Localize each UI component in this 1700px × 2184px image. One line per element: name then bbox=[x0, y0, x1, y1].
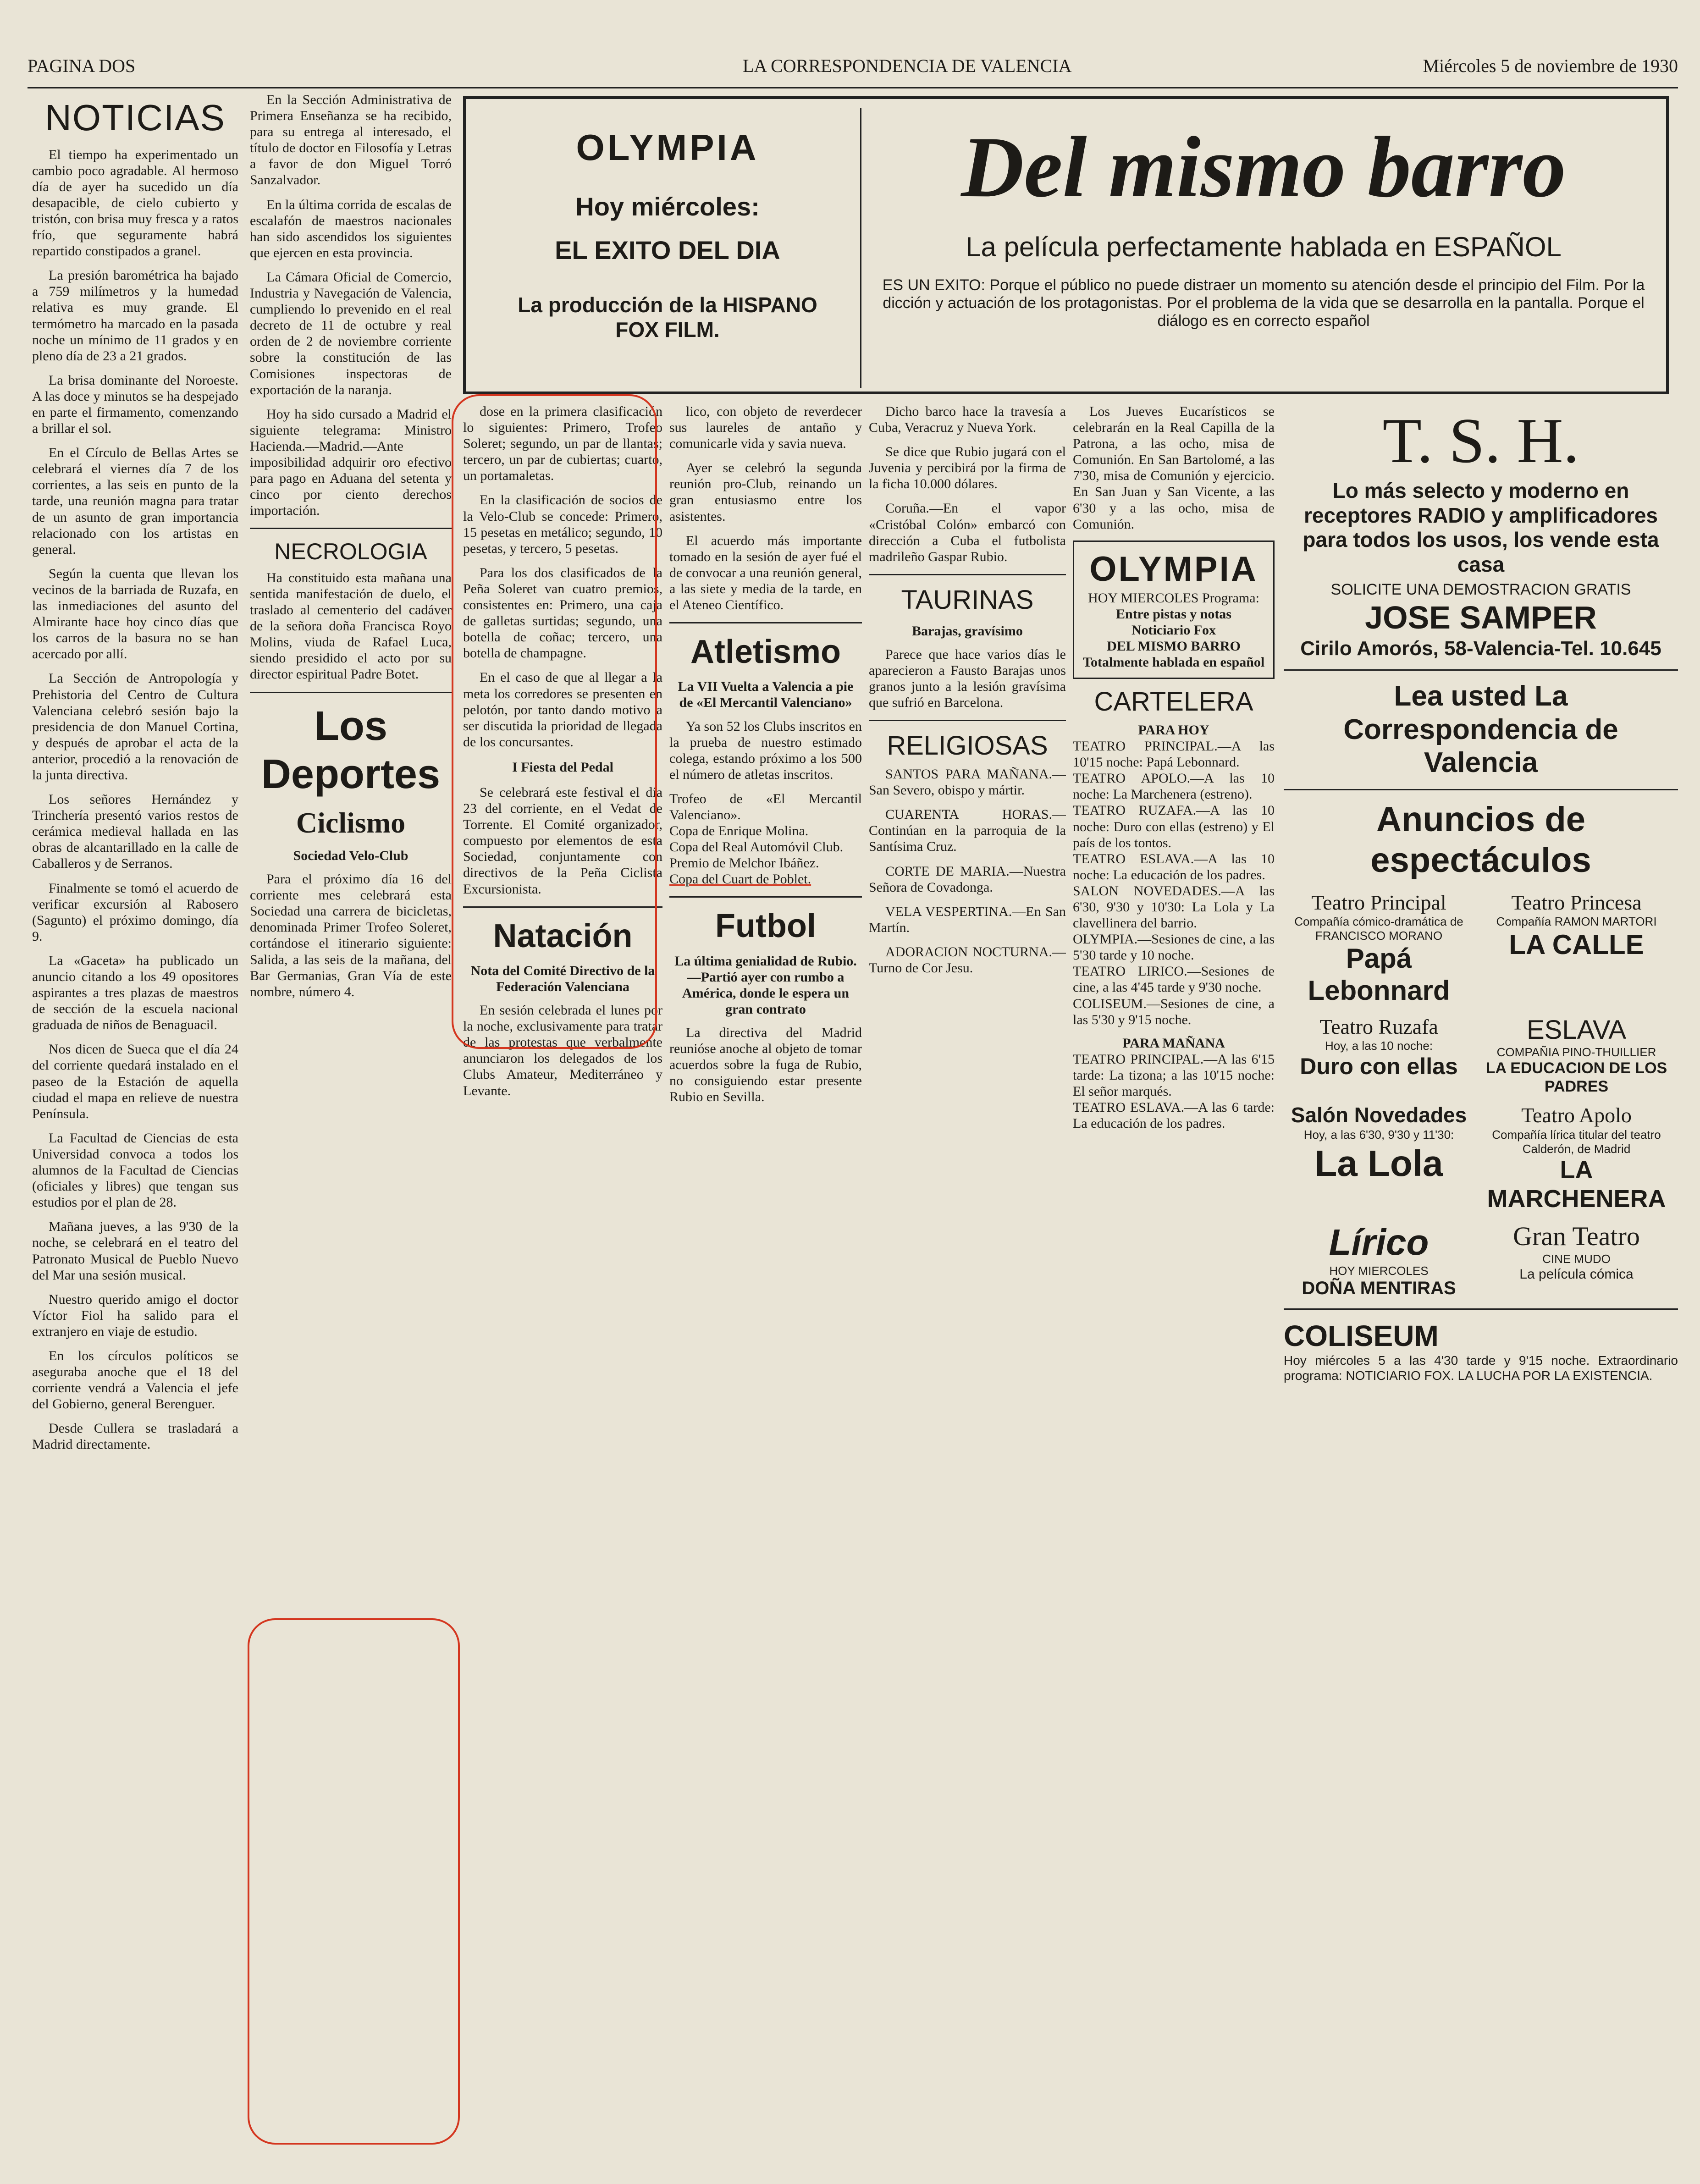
article-paragraph: Según la cuenta que llevan los vecinos de la barriada de Ruzafa, en las inmediaciones del asunto del Almirante hace hoy cinco días que los carros de la basura no se han acercado por allí. bbox=[32, 566, 238, 662]
athletics-subtitle: La VII Vuelta a Valencia a pie de «El Mercantil Valenciano» bbox=[678, 679, 854, 711]
cartelera-item: OLYMPIA.—Sesiones de cine, a las 5'30 tarde y 10 noche. bbox=[1073, 932, 1275, 963]
article-paragraph: Hoy ha sido cursado a Madrid el siguiente telegrama: Ministro Hacienda.—Madrid.—Ante imposibilidad adquirir oro efectivo para pago en Aduana del setenta y cinco por ciento derechos importación. bbox=[250, 406, 452, 518]
film-title: Del mismo barro bbox=[961, 119, 1566, 215]
religiosas-title: RELIGIOSAS bbox=[887, 731, 1048, 761]
cartelera-item: SALON NOVEDADES.—A las 6'30, 9'30 y 10'30: La Lola y La clavellinera del barrio. bbox=[1073, 883, 1275, 931]
theatre-show: La película cómica bbox=[1519, 1266, 1634, 1282]
film-subtitle: La película perfectamente hablada en ESPAÑOL bbox=[966, 232, 1562, 262]
prize-item: Trofeo de «El Mercantil Valenciano». bbox=[669, 791, 862, 823]
necrologia-title: NECROLOGIA bbox=[274, 539, 427, 565]
taurinas-text: Parece que hace varios días le aparecieron a Fausto Barajas unos granos junto a la lesión gravísima que sufrió en Barcelona. bbox=[869, 646, 1066, 711]
article-paragraph: En la última corrida de escalas de escalafón de maestros nacionales han sido ascendidos los siguientes que ejercen en esta provincia. bbox=[250, 197, 452, 260]
theatre-ad bbox=[1481, 1103, 1672, 1213]
olympia-name: OLYMPIA bbox=[576, 127, 759, 168]
taurinas-title: TAURINAS bbox=[901, 585, 1034, 615]
column-seven bbox=[1284, 403, 1678, 2155]
prize-item: Premio de Melchor Ibáñez. bbox=[669, 855, 819, 871]
para-manana-heading: PARA MAÑANA bbox=[1122, 1035, 1225, 1051]
religiosas-item: SANTOS PARA MAÑANA.—San Severo, obispo y mártir. bbox=[869, 767, 1066, 798]
theatre-ad bbox=[1284, 890, 1474, 1007]
athletics-title: Atletismo bbox=[690, 634, 841, 671]
religiosas-item: CUARENTA HORAS.—Continúan en la parroquia de la Santísima Cruz. bbox=[869, 807, 1066, 855]
theatre-company: Hoy, a las 6'30, 9'30 y 11'30: bbox=[1303, 1128, 1454, 1142]
festa-text: Se celebrará este festival el día 23 del corriente, en el Vedat de Torrente. El Comité organizador, compuesto por elementos de esta Sociedad, conjuntamente con directivos de la Peña Ciclista Excursionista. bbox=[463, 784, 662, 897]
theatre-ad bbox=[1284, 1015, 1474, 1096]
theatre-name: ESLAVA bbox=[1526, 1015, 1627, 1045]
article-paragraph: Coruña.—En el vapor «Cristóbal Colón» embarcó con dirección a Cuba el futbolista madrileño Gaspar Rubio. bbox=[869, 501, 1066, 564]
ink-circle-annotation bbox=[452, 394, 657, 1049]
olympia-right-panel bbox=[869, 108, 1658, 388]
theatre-company: Compañía cómico-dramática de FRANCISCO MORANO bbox=[1294, 915, 1463, 943]
theatre-show: DOÑA MENTIRAS bbox=[1302, 1278, 1456, 1299]
article-paragraph: Para los dos clasificados de la Peña Soleret van cuatro premios, consistentes en: Primero, una caja de galletas surtidas; segundo, una botella de coñac; tercero, una botella de champagne. bbox=[463, 565, 662, 661]
divider bbox=[869, 574, 1066, 575]
theatre-show: LA EDUCACION DE LOS PADRES bbox=[1485, 1059, 1667, 1095]
theatre-ad bbox=[1481, 1221, 1672, 1299]
article-paragraph: En la Sección Administrativa de Primera Enseñanza se ha recibido, para su entrega al interesado, el título de doctor en Filosofía y Letras a favor de don Miguel Torró Sanzalvador. bbox=[250, 92, 452, 188]
olympia2-item: DEL MISMO BARRO bbox=[1107, 638, 1241, 654]
theatre-show: La Lola bbox=[1314, 1142, 1443, 1184]
cartelera-title: CARTELERA bbox=[1094, 687, 1253, 717]
religiosas-item: CORTE DE MARIA.—Nuestra Señora de Covadonga. bbox=[869, 863, 1066, 895]
cartelera-item: TEATRO ESLAVA.—A las 6 tarde: La educación de los padres. bbox=[1073, 1100, 1275, 1131]
film-description: ES UN EXITO: Porque el público no puede distraer un momento su atención desde el principio del Film. Por la dicción y actuación de los protagonistas. Por el problema de la vida que se desarrolla en la pantalla. Porque el diálogo es en correcto español bbox=[882, 276, 1645, 330]
article-paragraph: lico, con objeto de reverdecer sus laureles de antaño y comunicarle vida y savia nueva. bbox=[669, 404, 862, 452]
divider bbox=[250, 692, 452, 693]
natacion-title: Natación bbox=[493, 917, 633, 954]
divider bbox=[1284, 789, 1678, 790]
theatre-show: Papá Lebonnard bbox=[1308, 943, 1450, 1006]
olympia-hit: EL EXITO DEL DIA bbox=[555, 236, 780, 265]
tsh-title: T. S. H. bbox=[1382, 405, 1579, 476]
cycling-text: Para el próximo día 16 del corriente mes celebrará esta Sociedad una carrera de bicicletas, denominada Primer Trofeo Soleret, cortándose el itinerario siguiente: Salida, a las seis de la mañana, del Bar Germanias, Gran Vía de este nombre, número 4. bbox=[250, 871, 452, 999]
issue-date: Miércoles 5 de noviembre de 1930 bbox=[1423, 55, 1678, 76]
theatre-name: Salón Novedades bbox=[1291, 1103, 1467, 1127]
football-text: La directiva del Madrid reunióse anoche al objeto de tomar acuerdos sobre la fuga de Rubio, no consiguiendo estar presente Rubio en Sevilla. bbox=[669, 1025, 862, 1105]
header-rule bbox=[28, 87, 1678, 88]
cartelera-item: TEATRO RUZAFA.—A las 10 noche: Duro con ellas (estreno) y El país de los tontos. bbox=[1073, 803, 1275, 850]
taurinas-subtitle: Barajas, gravísimo bbox=[912, 623, 1023, 639]
necrologia-text: Ha constituido esta mañana una sentida manifestación de duelo, el traslado al cementerio del cadáver de la señora doña Francisca Royo Molins, viuda de Rafael Luca, siendo presidido el acto por su director espiritual Padre Botet. bbox=[250, 570, 452, 682]
article-paragraph: Se dice que Rubio jugará con el Juvenia y percibirá por la firma de la ficha 10.000 dólares. bbox=[869, 444, 1066, 492]
tsh-address: Cirilo Amorós, 58-Valencia-Tel. 10.645 bbox=[1300, 637, 1661, 660]
olympia-left-panel bbox=[475, 108, 861, 388]
natacion-subtitle: Nota del Comité Directivo de la Federación Valenciana bbox=[470, 963, 655, 994]
article-paragraph: En el Círculo de Bellas Artes se celebrará el viernes día 7 de los corrientes, a las seis en punto de la tarde, una reunión magna para tratar de un asunto de gran importancia relacionado con los artistas en general. bbox=[32, 445, 238, 557]
olympia-today: Hoy miércoles: bbox=[575, 192, 760, 221]
article-paragraph: La brisa dominante del Noroeste. A las doce y minutos se ha despejado en parte el firmamento, comenzando a brillar el sol. bbox=[32, 372, 238, 436]
article-paragraph: Nos dicen de Sueca que el día 24 del corriente quedará instalado en el paseo de la Estación de aquella ciudad el mapa en relieve de nuestra Península. bbox=[32, 1042, 238, 1121]
theatre-company: Hoy, a las 10 noche: bbox=[1325, 1039, 1433, 1053]
olympia2-item: Totalmente hablada en español bbox=[1082, 655, 1265, 670]
theatre-grid bbox=[1284, 890, 1678, 1300]
theatre-company: HOY MIERCOLES bbox=[1329, 1263, 1429, 1278]
theatre-name: Gran Teatro bbox=[1513, 1221, 1640, 1252]
divider bbox=[250, 528, 452, 529]
article-paragraph: Nuestro querido amigo el doctor Víctor Fiol ha salido para el extranjero en viaje de estudio. bbox=[32, 1291, 238, 1339]
cartelera-item: COLISEUM.—Sesiones de cine, a las 5'30 y 9'15 noche. bbox=[1073, 996, 1275, 1027]
olympia-small-advert bbox=[1073, 540, 1275, 679]
coliseum-title: COLISEUM bbox=[1284, 1319, 1439, 1353]
religiosas-item: VELA VESPERTINA.—En San Martín. bbox=[869, 904, 1066, 935]
article-paragraph: Desde Cullera se trasladará a Madrid directamente. bbox=[32, 1421, 238, 1452]
cycling-title: Ciclismo bbox=[296, 806, 406, 839]
theatre-company: Compañía lírica titular del teatro Calderón, de Madrid bbox=[1492, 1128, 1661, 1156]
article-paragraph: Finalmente se tomó el acuerdo de verificar excursión al Rabosero (Sagunto) el próximo domingo, día 9. bbox=[32, 880, 238, 944]
column-four bbox=[669, 403, 862, 2155]
divider bbox=[669, 622, 862, 623]
article-paragraph: En el caso de que al llegar a la meta los corredores se presenten en pelotón, por tanto dando motivo a ser discutida la prioridad de llegada de los concursantes. bbox=[463, 670, 662, 750]
football-title: Futbol bbox=[715, 908, 816, 945]
theatre-show: Duro con ellas bbox=[1300, 1053, 1458, 1079]
divider bbox=[1284, 1308, 1678, 1310]
cartelera-item: TEATRO ESLAVA.—A las 10 noche: La educación de los padres. bbox=[1073, 851, 1275, 882]
theatre-ad bbox=[1481, 1015, 1672, 1096]
article-paragraph: En los círculos políticos se aseguraba anoche que el 18 del corriente vendrá a Valencia el jefe del Gobierno, general Berenguer. bbox=[32, 1348, 238, 1412]
sports-title: Los Deportes bbox=[261, 703, 441, 797]
para-hoy-heading: PARA HOY bbox=[1138, 722, 1209, 738]
theatre-name: Teatro Princesa bbox=[1511, 890, 1642, 914]
theatre-name: Teatro Principal bbox=[1311, 890, 1446, 914]
theatre-show: LA MARCHENERA bbox=[1487, 1156, 1666, 1213]
cartelera-item: TEATRO APOLO.—A las 10 noche: La Marchenera (estreno). bbox=[1073, 771, 1275, 802]
theatre-company: COMPAÑIA PINO-THUILLIER bbox=[1496, 1045, 1656, 1059]
lea-banner: Lea usted La Correspondencia de Valencia bbox=[1343, 680, 1618, 779]
article-paragraph: dose en la primera clasificación lo siguientes: Primero, Trofeo Soleret; segundo, un par de llantas; tercero, un par de cubiertas; cuarto, un portamaletas. bbox=[463, 404, 662, 484]
page-number: PAGINA DOS bbox=[28, 55, 136, 76]
tsh-name: JOSE SAMPER bbox=[1365, 599, 1597, 635]
noticias-title: NOTICIAS bbox=[45, 97, 226, 138]
column-six bbox=[1073, 403, 1275, 2155]
prize-item: Copa del Real Automóvil Club. bbox=[669, 839, 844, 855]
theatre-company: Compañía RAMON MARTORI bbox=[1496, 915, 1657, 929]
theatre-name: Teatro Apolo bbox=[1521, 1103, 1632, 1127]
masses-text: Los Jueves Eucarísticos se celebrarán en la Real Capilla de la Patrona, a las ocho, misa de Comunión. En San Bartolomé, a las 7'30, misa de Comunión y ejercicio. En San Juan y San Vicente, a las 6'30 y a las ocho, misa de Comunión. bbox=[1073, 404, 1275, 532]
divider bbox=[1284, 669, 1678, 671]
column-noticias bbox=[32, 92, 238, 2155]
theatre-ad bbox=[1284, 1103, 1474, 1213]
theatre-ad bbox=[1481, 890, 1672, 1007]
article-paragraph: En la clasificación de socios de la Velo-Club se concede: Primero, 15 pesetas en metálico; segundo, 10 pesetas, y tercero, 5 pesetas. bbox=[463, 492, 662, 556]
theatre-show: LA CALLE bbox=[1509, 929, 1644, 960]
page-header bbox=[28, 55, 1678, 83]
prize-item: Copa del Cuart de Poblet. bbox=[669, 871, 811, 887]
column-five bbox=[869, 403, 1066, 2155]
tsh-text: Lo más selecto y moderno en receptores RADIO y amplificadores para todos los usos, los vende esta casa bbox=[1303, 478, 1659, 577]
newspaper-name: LA CORRESPONDENCIA DE VALENCIA bbox=[743, 55, 1072, 76]
article-paragraph: La Facultad de Ciencias de esta Universidad convoca a todos los alumnos de la Facultad de Ciencias (oficiales y libres) que tengan sus estudios por el plan de 28. bbox=[32, 1130, 238, 1210]
article-paragraph: El acuerdo más importante tomado en la sesión de ayer fué el de convocar a una reunión general, a las siete y media de la tarde, en el Ateneo Científico. bbox=[669, 533, 862, 613]
anuncios-title: Anuncios de espectáculos bbox=[1370, 800, 1591, 880]
cycling-subtitle: Sociedad Velo-Club bbox=[293, 848, 408, 863]
divider bbox=[869, 720, 1066, 721]
article-paragraph: Ayer se celebró la segunda reunión pro-Club, reinando un gran entusiasmo entre los asistentes. bbox=[669, 460, 862, 524]
olympia-advert bbox=[463, 96, 1669, 394]
article-paragraph: La presión barométrica ha bajado a 759 milímetros y la humedad relativa es muy grande. El termómetro ha marcado en la pasada noche un mínimo de 11 grados y en pleno día de 23 a 21 grados. bbox=[32, 268, 238, 364]
article-paragraph: Los señores Hernández y Trinchería presentó varios restos de cerámica medieval hallada en las obras de alcantarillado en la calle de Caballeros y de Serranos. bbox=[32, 792, 238, 871]
ink-circle-annotation bbox=[248, 1618, 460, 2145]
theatre-name: Lírico bbox=[1329, 1222, 1429, 1263]
prize-item: Copa de Enrique Molina. bbox=[669, 823, 809, 839]
article-paragraph: La Cámara Oficial de Comercio, Industria y Navegación de Valencia, cumpliendo lo prevenido en el real decreto de 11 de octubre y real orden de 2 de noviembre corriente sobre la constitución de las Comisiones inspectoras de exportación de la naranja. bbox=[250, 269, 452, 397]
olympia2-name: OLYMPIA bbox=[1089, 549, 1258, 589]
religiosas-item: ADORACION NOCTURNA.—Turno de Cor Jesu. bbox=[869, 944, 1066, 976]
article-paragraph: La Sección de Antropología y Prehistoria del Centro de Cultura Valenciana celebró sesión bajo la presidencia de don Manuel Cortina, y después de aprobar el acta de la anterior, procedió a la renovación de la junta directiva. bbox=[32, 671, 238, 783]
article-paragraph: Mañana jueves, a las 9'30 de la noche, se celebrará en el teatro del Patronato Musical de Pueblo Nuevo del Mar una sesión musical. bbox=[32, 1219, 238, 1283]
article-paragraph: El tiempo ha experimentado un cambio poco agradable. Al hermoso día de ayer ha sucedido un día desapacible, de cielo cubierto y tristón, con brisa muy fresca y a ratos frío, que seguramente habrá repartido constipados a granel. bbox=[32, 147, 238, 259]
theatre-name: Teatro Ruzafa bbox=[1319, 1015, 1438, 1038]
coliseum-text: Hoy miércoles 5 a las 4'30 tarde y 9'15 noche. Extraordinario programa: NOTICIARIO FOX. LA LUCHA POR LA EXISTENCIA. bbox=[1284, 1353, 1678, 1383]
cartelera-item: TEATRO LIRICO.—Sesiones de cine, a las 4'45 tarde y 9'30 noche. bbox=[1073, 964, 1275, 995]
cartelera-item: TEATRO PRINCIPAL.—A las 10'15 noche: Papá Lebonnard. bbox=[1073, 739, 1275, 770]
olympia2-item: Entre pistas y notas bbox=[1116, 606, 1231, 622]
football-subtitle: La última genialidad de Rubio. —Partió ayer con rumbo a América, donde le espera un gran contrato bbox=[674, 953, 857, 1017]
olympia2-program: HOY MIERCOLES Programa: bbox=[1088, 590, 1259, 606]
festa-heading: I Fiesta del Pedal bbox=[512, 759, 613, 775]
natacion-text: En sesión celebrada el lunes por la noche, exclusivamente para tratar de las protestas que verbalmente anunciaron los delegados de los Clubs Amateur, Mediterráneo y Levante. bbox=[463, 1003, 662, 1098]
theatre-ad bbox=[1284, 1221, 1474, 1299]
athletics-text: Ya son 52 los Clubs inscritos en la prueba de nuestro estimado colega, estando próximo a los 500 el número de atletas inscritos. bbox=[669, 718, 862, 782]
article-paragraph: Dicho barco hace la travesía a Cuba, Veracruz y Nueva York. bbox=[869, 404, 1066, 436]
article-paragraph: La «Gaceta» ha publicado un anuncio citando a los 49 opositores aspirantes a tres plazas de maestros de sección de la escuela nacional graduada de niños de Benaguacil. bbox=[32, 953, 238, 1033]
cartelera-item: TEATRO PRINCIPAL.—A las 6'15 tarde: La tizona; a las 10'15 noche: El señor marqués. bbox=[1073, 1051, 1275, 1099]
divider bbox=[669, 896, 862, 898]
theatre-company: CINE MUDO bbox=[1542, 1252, 1611, 1266]
olympia-production: La producción de la HISPANO FOX FILM. bbox=[518, 293, 817, 342]
tsh-demo: SOLICITE UNA DEMOSTRACION GRATIS bbox=[1330, 581, 1631, 599]
olympia2-item: Noticiario Fox bbox=[1131, 622, 1216, 638]
